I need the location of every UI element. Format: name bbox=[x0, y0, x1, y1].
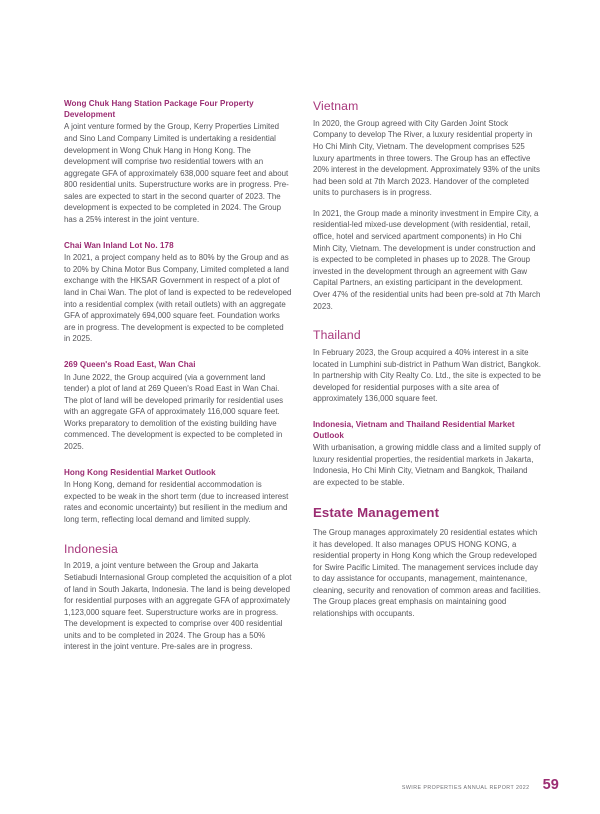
section-indonesia bbox=[64, 542, 292, 653]
paragraph-chai-wan-1: In 2021, a project company held as to 80% by the Group and as to 20% by China Motor Bus Company, Limited completed a land exchange with the HKSAR Government in respect of a plot of land in Chai Wan. The plot of land is expected to be redeveloped into a residential complex (with retail outlets) with an aggregate GFA of approximately 694,000 square feet. Foundation works are in progress. The development is expected to be completed in 2025. bbox=[64, 253, 292, 344]
heading-wong-chuk-hang: Wong Chuk Hang Station Package Four Property Development bbox=[64, 99, 254, 119]
heading-thailand: Thailand bbox=[313, 328, 361, 343]
heading-269-queens-road-east: 269 Queen's Road East, Wan Chai bbox=[64, 359, 196, 369]
paragraph-indonesia-1: In 2019, a joint venture between the Group and Jakarta Setiabudi Internasional Group completed the acquisition of a plot of land in South Jakarta, Indonesia. The land is being developed for residential purposes with an aggregate GFA of approximately 1,123,000 square feet. Superstructure works are in progress. The development is expected to comprise over 400 residential units and to be completed in 2024. The Group has a 50% interest in the joint venture. Pre-sales are in progress. bbox=[64, 561, 292, 652]
heading-chai-wan-inland-lot-178: Chai Wan Inland Lot No. 178 bbox=[64, 240, 174, 250]
page-footer bbox=[402, 778, 559, 793]
heading-vietnam: Vietnam bbox=[313, 99, 359, 113]
heading-estate-management: Estate Management bbox=[313, 504, 440, 520]
paragraph-thailand-1: In February 2023, the Group acquired a 40% interest in a site located in Lumphini sub-district in Pathum Wan district, Bangkok. In partnership with City Realty Co. Ltd., the site is expected to be developed for residential purposes with a site area of approximately 136,000 square feet. bbox=[313, 347, 541, 404]
paragraph-vietnam-2: In 2021, the Group made a minority investment in Empire City, a residential-led mixed-use development (with residential, retail, office, hotel and serviced apartment components) in Ho Chi Minh City, Vietnam. The development is under construction and is expected to be completed in phases up to 2028. The Group invested in the development through an agreement with Gaw Capital Partners, an existing participant in the development. Over 47% of the residential units had been pre-sold at 7th March 2023. bbox=[313, 208, 541, 311]
paragraph-hk-outlook-1: In Hong Kong, demand for residential accommodation is expected to be weak in the short term (due to increased interest rates and economic uncertainty) but resilient in the medium and long term, reflecting local demand and limited supply. bbox=[64, 480, 289, 524]
footer-publication-label: SWIRE PROPERTIES ANNUAL REPORT 2022 bbox=[401, 784, 530, 791]
paragraph-ivt-outlook-1: With urbanisation, a growing middle class and a limited supply of luxury residential properties, the residential markets in Jakarta, Indonesia, Ho Chi Minh City, Vietnam and Bangkok, Thailand are expected to be stable. bbox=[313, 443, 541, 487]
section-chai-wan-inland-lot-178 bbox=[64, 241, 292, 345]
section-vietnam bbox=[313, 99, 541, 312]
paragraph-estate-management-1: The Group manages approximately 20 residential estates which it has developed. It also manages OPUS HONG KONG, a residential property in Hong Kong which the Group redeveloped for Swire Pacific Limited. The management services include day to day assistance for occupants, management, maintenance, cleaning, security and renovation of common areas and facilities. The Group places great emphasis on maintaining good relationships with occupants. bbox=[313, 528, 541, 619]
section-estate-management bbox=[313, 505, 541, 620]
page-number: 59 bbox=[542, 776, 559, 793]
paragraph-wong-chuk-hang-1: A joint venture formed by the Group, Kerry Properties Limited and Sino Land Company Limited is undertaking a residential development in Wong Chuk Hang in Hong Kong. The development will comprise two residential towers with an aggregate GFA of approximately 638,000 square feet and about 800 residential units. Superstructure works are in progress. Pre-sales are expected to start in the second quarter of 2023. The development is expected to be completed in 2024. The Group has a 25% interest in the joint venture. bbox=[64, 122, 289, 224]
heading-indonesia-vietnam-thailand-outlook: Indonesia, Vietnam and Thailand Residential Market Outlook bbox=[313, 419, 515, 440]
heading-indonesia: Indonesia bbox=[64, 541, 118, 556]
two-column-body bbox=[64, 99, 541, 759]
section-wong-chuk-hang bbox=[64, 99, 292, 226]
heading-hong-kong-residential-market-outlook: Hong Kong Residential Market Outlook bbox=[64, 467, 216, 477]
right-column bbox=[313, 99, 541, 620]
section-thailand bbox=[313, 328, 541, 405]
section-hong-kong-residential-market-outlook bbox=[64, 468, 292, 526]
paragraph-269-queens-road-east-1: In June 2022, the Group acquired (via a government land tender) a plot of land at 269 Queen's Road East in Wan Chai. The plot of land will be developed primarily for residential uses with an aggregate GFA of approximately 116,000 square feet. Works preparatory to demolition of the existing building have commenced. The development is expected to be completed in 2025. bbox=[64, 372, 284, 451]
left-column bbox=[64, 99, 292, 653]
section-269-queens-road-east bbox=[64, 360, 292, 453]
section-indonesia-vietnam-thailand-outlook bbox=[313, 420, 541, 489]
paragraph-vietnam-1: In 2020, the Group agreed with City Garden Joint Stock Company to develop The River, a luxury residential property in Ho Chi Minh City, Vietnam. The development comprises 525 luxury apartments in three towers. The Group has an effective 20% interest in the development. Approximately 93% of the units had been sold at 7th March 2023. Handover of the completed units to purchasers is in progress. bbox=[313, 118, 540, 198]
